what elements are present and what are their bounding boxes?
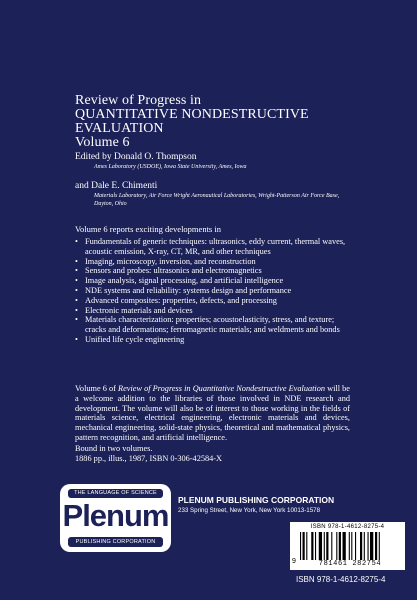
editor-2-name: and Dale E. Chimenti — [75, 181, 158, 191]
book-title — [75, 94, 309, 150]
bullet-icon: • — [75, 305, 78, 315]
topic-item: • Imaging, microscopy, inversion, and reconstruction — [75, 256, 256, 266]
barcode-digits: 781461 282754 — [318, 560, 382, 568]
isbn-footer: ISBN 978-1-4612-8275-4 — [296, 575, 386, 584]
binding-line-2: 1886 pp., illus., 1987, ISBN 0-306-42584-X — [75, 453, 223, 463]
logo-wordmark: Plenum — [62, 498, 169, 533]
bullet-icon: • — [75, 315, 78, 325]
intro-text: Volume 6 reports exciting developments in — [75, 224, 221, 234]
topic-item: • Materials characterization: properties; acoustoelasticity, stress, and texture; cracks and deformations; ferromagnetic materials; and weldments and bonds — [75, 315, 340, 335]
logo-subtitle: PUBLISHING CORPORATION — [68, 537, 163, 547]
bullet-icon: • — [75, 266, 78, 276]
editor-2-affiliation-line-2: Dayton, Ohio — [94, 200, 127, 207]
bullet-icon: • — [75, 276, 78, 286]
bullet-icon: • — [75, 334, 78, 344]
topic-item: • Unified life cycle engineering — [75, 334, 185, 344]
barcode-icon — [300, 532, 400, 560]
description-paragraph — [75, 384, 350, 443]
editor-1-name: Edited by Donald O. Thompson — [75, 152, 197, 162]
binding-line-1: Bound in two volumes. — [75, 444, 153, 453]
barcode-isbn-label: ISBN 978-1-4612-8275-4 — [310, 524, 385, 530]
barcode-lead-digit: 9 — [292, 558, 296, 565]
publisher-address: 233 Spring Street, New York, New York 10013-1578 — [178, 507, 321, 514]
plenum-logo — [60, 484, 171, 552]
logo-tagline: THE LANGUAGE OF SCIENCE — [68, 489, 163, 498]
title-line-1: Review of Progress in — [75, 93, 202, 108]
editor-2-affiliation-line-1: Materials Laboratory, Air Force Wright Aeronautical Laboratories, Wright-Patterson Air Force Base, — [94, 193, 340, 199]
topic-item: • Electronic materials and devices — [75, 305, 193, 315]
editor-1-affiliation: Ames Laboratory (USDOE), Iowa State University, Ames, Iowa — [94, 164, 247, 170]
publisher-name: PLENUM PUBLISHING CORPORATION — [178, 495, 335, 505]
barcode-panel — [290, 522, 405, 570]
topic-item: • Fundamentals of generic techniques: ultrasonics, eddy current, thermal waves, acoustic emission, X-ray, CT, MR, and other techniques — [75, 237, 346, 256]
binding-info — [75, 444, 222, 464]
title-line-4: Volume 6 — [75, 135, 130, 150]
description-prefix: Volume 6 of — [75, 384, 116, 393]
topic-item: • Advanced composites: properties, defects, and processing — [75, 295, 277, 305]
editor-2-affiliation — [94, 193, 339, 208]
bullet-icon: • — [75, 295, 78, 305]
description-italic-title: Review of Progress in Quantitative Nondestructive Evaluation — [118, 384, 326, 393]
topic-item: • Sensors and probes: ultrasonics and electromagnetics — [75, 266, 262, 276]
bullet-icon: • — [75, 285, 78, 295]
title-line-3: EVALUATION — [75, 121, 164, 136]
title-line-2: QUANTITATIVE NONDESTRUCTIVE — [75, 107, 309, 122]
description-suffix: will be a welcome addition to the libraries of those involved in NDE research and development. The volume will also be of interest to those working in the fields of materials science, electrical engineering, electronic materials and devices, mechanical engineering, solid-state physics, theoretical and mathematical physics, pattern recognition, and artificial intelligence. — [75, 384, 350, 442]
topic-item: • Image analysis, signal processing, and artificial intelligence — [75, 276, 284, 286]
bullet-icon: • — [75, 237, 78, 246]
bullet-icon: • — [75, 256, 78, 266]
topics-list — [75, 237, 350, 345]
topic-item: • NDE systems and reliability: systems design and performance — [75, 285, 292, 295]
